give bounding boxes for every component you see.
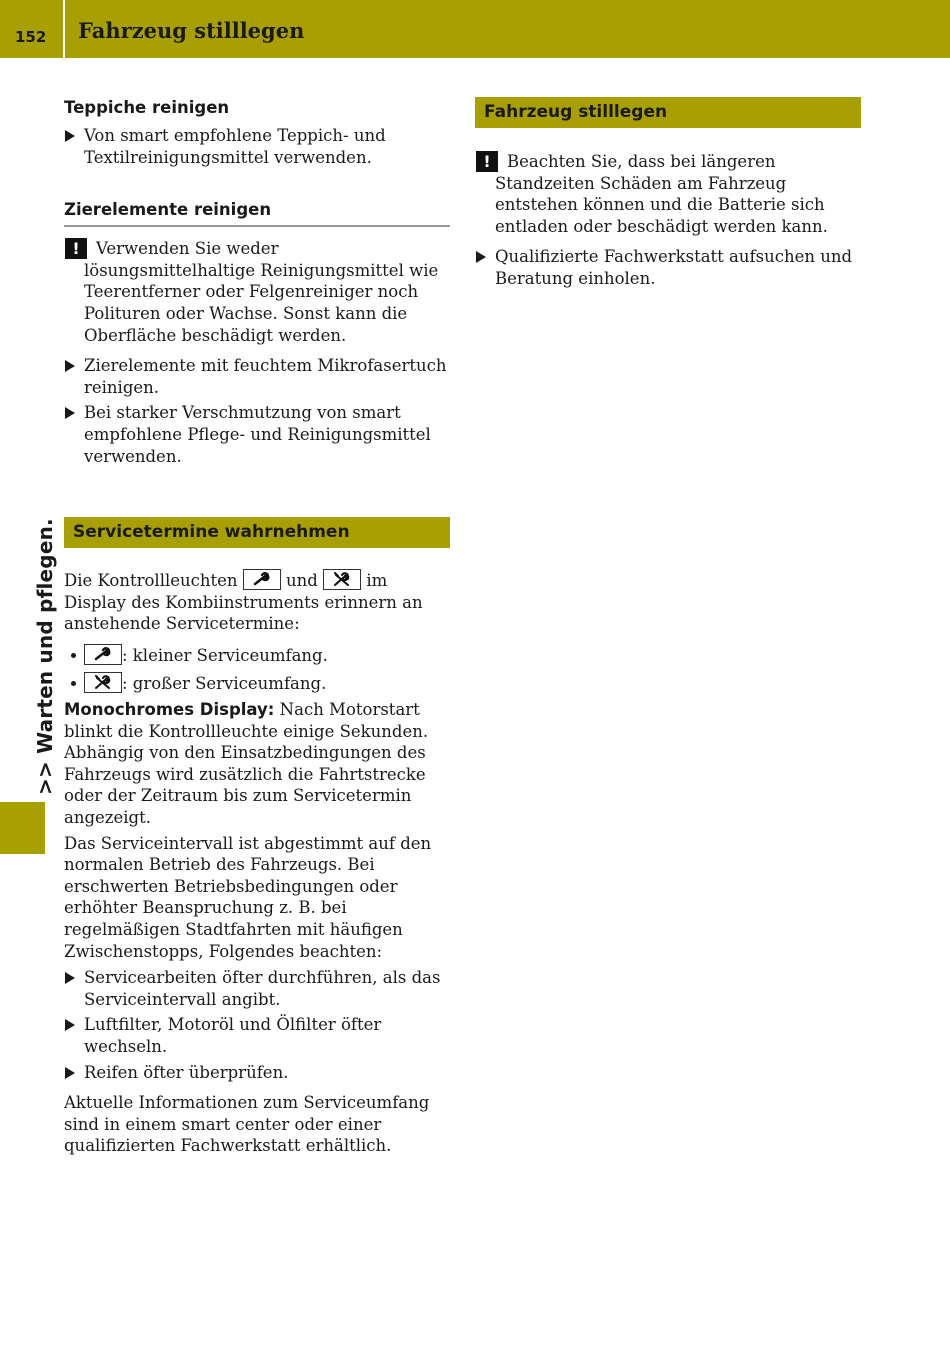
double-wrench-icon bbox=[84, 672, 122, 693]
arrow-right-icon bbox=[65, 1019, 75, 1031]
bullet-dot bbox=[71, 653, 76, 658]
service-intro-a: Die Kontrollleuchten bbox=[64, 571, 238, 591]
service-step-3 bbox=[64, 1062, 450, 1084]
carpet-step bbox=[64, 125, 450, 168]
chapter-title: Fahrzeug stilllegen bbox=[78, 18, 305, 43]
right-column bbox=[475, 97, 861, 294]
service-step-1 bbox=[64, 967, 450, 1010]
service-closing-paragraph: Aktuelle Informationen zum Serviceumfang sind in einem smart center oder einer qualifizierten Fachwerkstatt erhältlich. bbox=[64, 1093, 430, 1156]
trim-step-1-text: Zierelemente mit feuchtem Mikrofasertuch reinigen. bbox=[84, 356, 447, 397]
trim-heading: Zierelemente reinigen bbox=[64, 199, 450, 227]
service-intro-c: im Display des Kombiinstruments erinnern an anstehende Servicetermine: bbox=[64, 571, 423, 634]
arrow-right-icon bbox=[65, 130, 75, 142]
decommission-step bbox=[475, 246, 861, 289]
arrow-right-icon bbox=[65, 360, 75, 372]
side-section-label bbox=[0, 505, 57, 795]
side-section-text: >> Warten und pflegen. bbox=[33, 518, 57, 795]
service-bullet-small bbox=[64, 644, 450, 667]
decommission-heading: Fahrzeug stilllegen bbox=[475, 97, 861, 128]
left-column bbox=[64, 97, 450, 1157]
page-header bbox=[0, 0, 950, 58]
decommission-warning bbox=[475, 151, 861, 237]
service-step-3-text: Reifen öfter überprüfen. bbox=[84, 1062, 289, 1082]
service-bullet-large bbox=[64, 672, 450, 695]
carpet-step-text: Von smart empfohlene Teppich- und Textilreinigungsmittel verwenden. bbox=[84, 126, 386, 167]
arrow-right-icon bbox=[65, 407, 75, 419]
decommission-warning-text: Beachten Sie, dass bei längeren Standzeiten Schäden am Fahrzeug entstehen können und die Batterie sich entladen oder beschädigt werden kann. bbox=[495, 152, 828, 236]
side-section-tab bbox=[0, 802, 45, 854]
trim-step-2 bbox=[64, 402, 450, 467]
arrow-right-icon bbox=[65, 972, 75, 984]
page-number: 152 bbox=[15, 28, 47, 46]
trim-step-2-text: Bei starker Verschmutzung von smart empfohlene Pflege- und Reinigungsmittel verwenden. bbox=[84, 403, 431, 466]
trim-warning-text: Verwenden Sie weder lösungsmittelhaltige Reinigungsmittel wie Teerentferner oder Felgenreiniger noch Polituren oder Wachse. Sonst kann die Oberfläche beschädigt werden. bbox=[84, 239, 439, 345]
service-bullet-large-text: : großer Serviceumfang. bbox=[122, 673, 327, 693]
service-interval-paragraph: Das Serviceintervall ist abgestimmt auf den normalen Betrieb des Fahrzeugs. Bei erschwerten Betriebsbedingungen oder erhöhter Beanspruchung z. B. bei regelmäßigen Stadtfahrten mit häufigen Zwischenstopps, Folgendes beachten: bbox=[64, 833, 432, 961]
trim-warning bbox=[64, 238, 450, 346]
wrench-icon bbox=[84, 644, 122, 665]
warning-icon: ! bbox=[65, 238, 87, 259]
service-intro-b: und bbox=[286, 571, 318, 591]
decommission-step-text: Qualifizierte Fachwerkstatt aufsuchen und Beratung einholen. bbox=[495, 247, 853, 288]
trim-step-1 bbox=[64, 355, 450, 398]
service-step-1-text: Servicearbeiten öfter durchführen, als das Serviceintervall angibt. bbox=[84, 968, 441, 1009]
service-intro bbox=[64, 569, 450, 635]
arrow-right-icon bbox=[65, 1067, 75, 1079]
mono-display-text: Nach Motorstart blinkt die Kontrollleuchte einige Sekunden. Abhängig von den Einsatzbedingungen des Fahrzeugs wird zusätzlich die Fahrtstrecke oder der Zeitraum bis zum Servicetermin angezeigt. bbox=[64, 700, 429, 828]
service-heading: Servicetermine wahrnehmen bbox=[64, 517, 450, 548]
service-step-2 bbox=[64, 1014, 450, 1057]
double-wrench-icon bbox=[323, 569, 361, 590]
wrench-icon bbox=[243, 569, 281, 590]
bullet-dot bbox=[71, 681, 76, 686]
carpet-heading: Teppiche reinigen bbox=[64, 98, 230, 117]
mono-display-paragraph bbox=[64, 699, 450, 829]
mono-display-label: Monochromes Display: bbox=[64, 700, 275, 720]
header-divider bbox=[63, 0, 65, 58]
warning-icon: ! bbox=[476, 151, 498, 172]
service-step-2-text: Luftfilter, Motoröl und Ölfilter öfter wechseln. bbox=[84, 1015, 382, 1056]
service-bullet-small-text: : kleiner Serviceumfang. bbox=[122, 645, 328, 665]
arrow-right-icon bbox=[476, 251, 486, 263]
